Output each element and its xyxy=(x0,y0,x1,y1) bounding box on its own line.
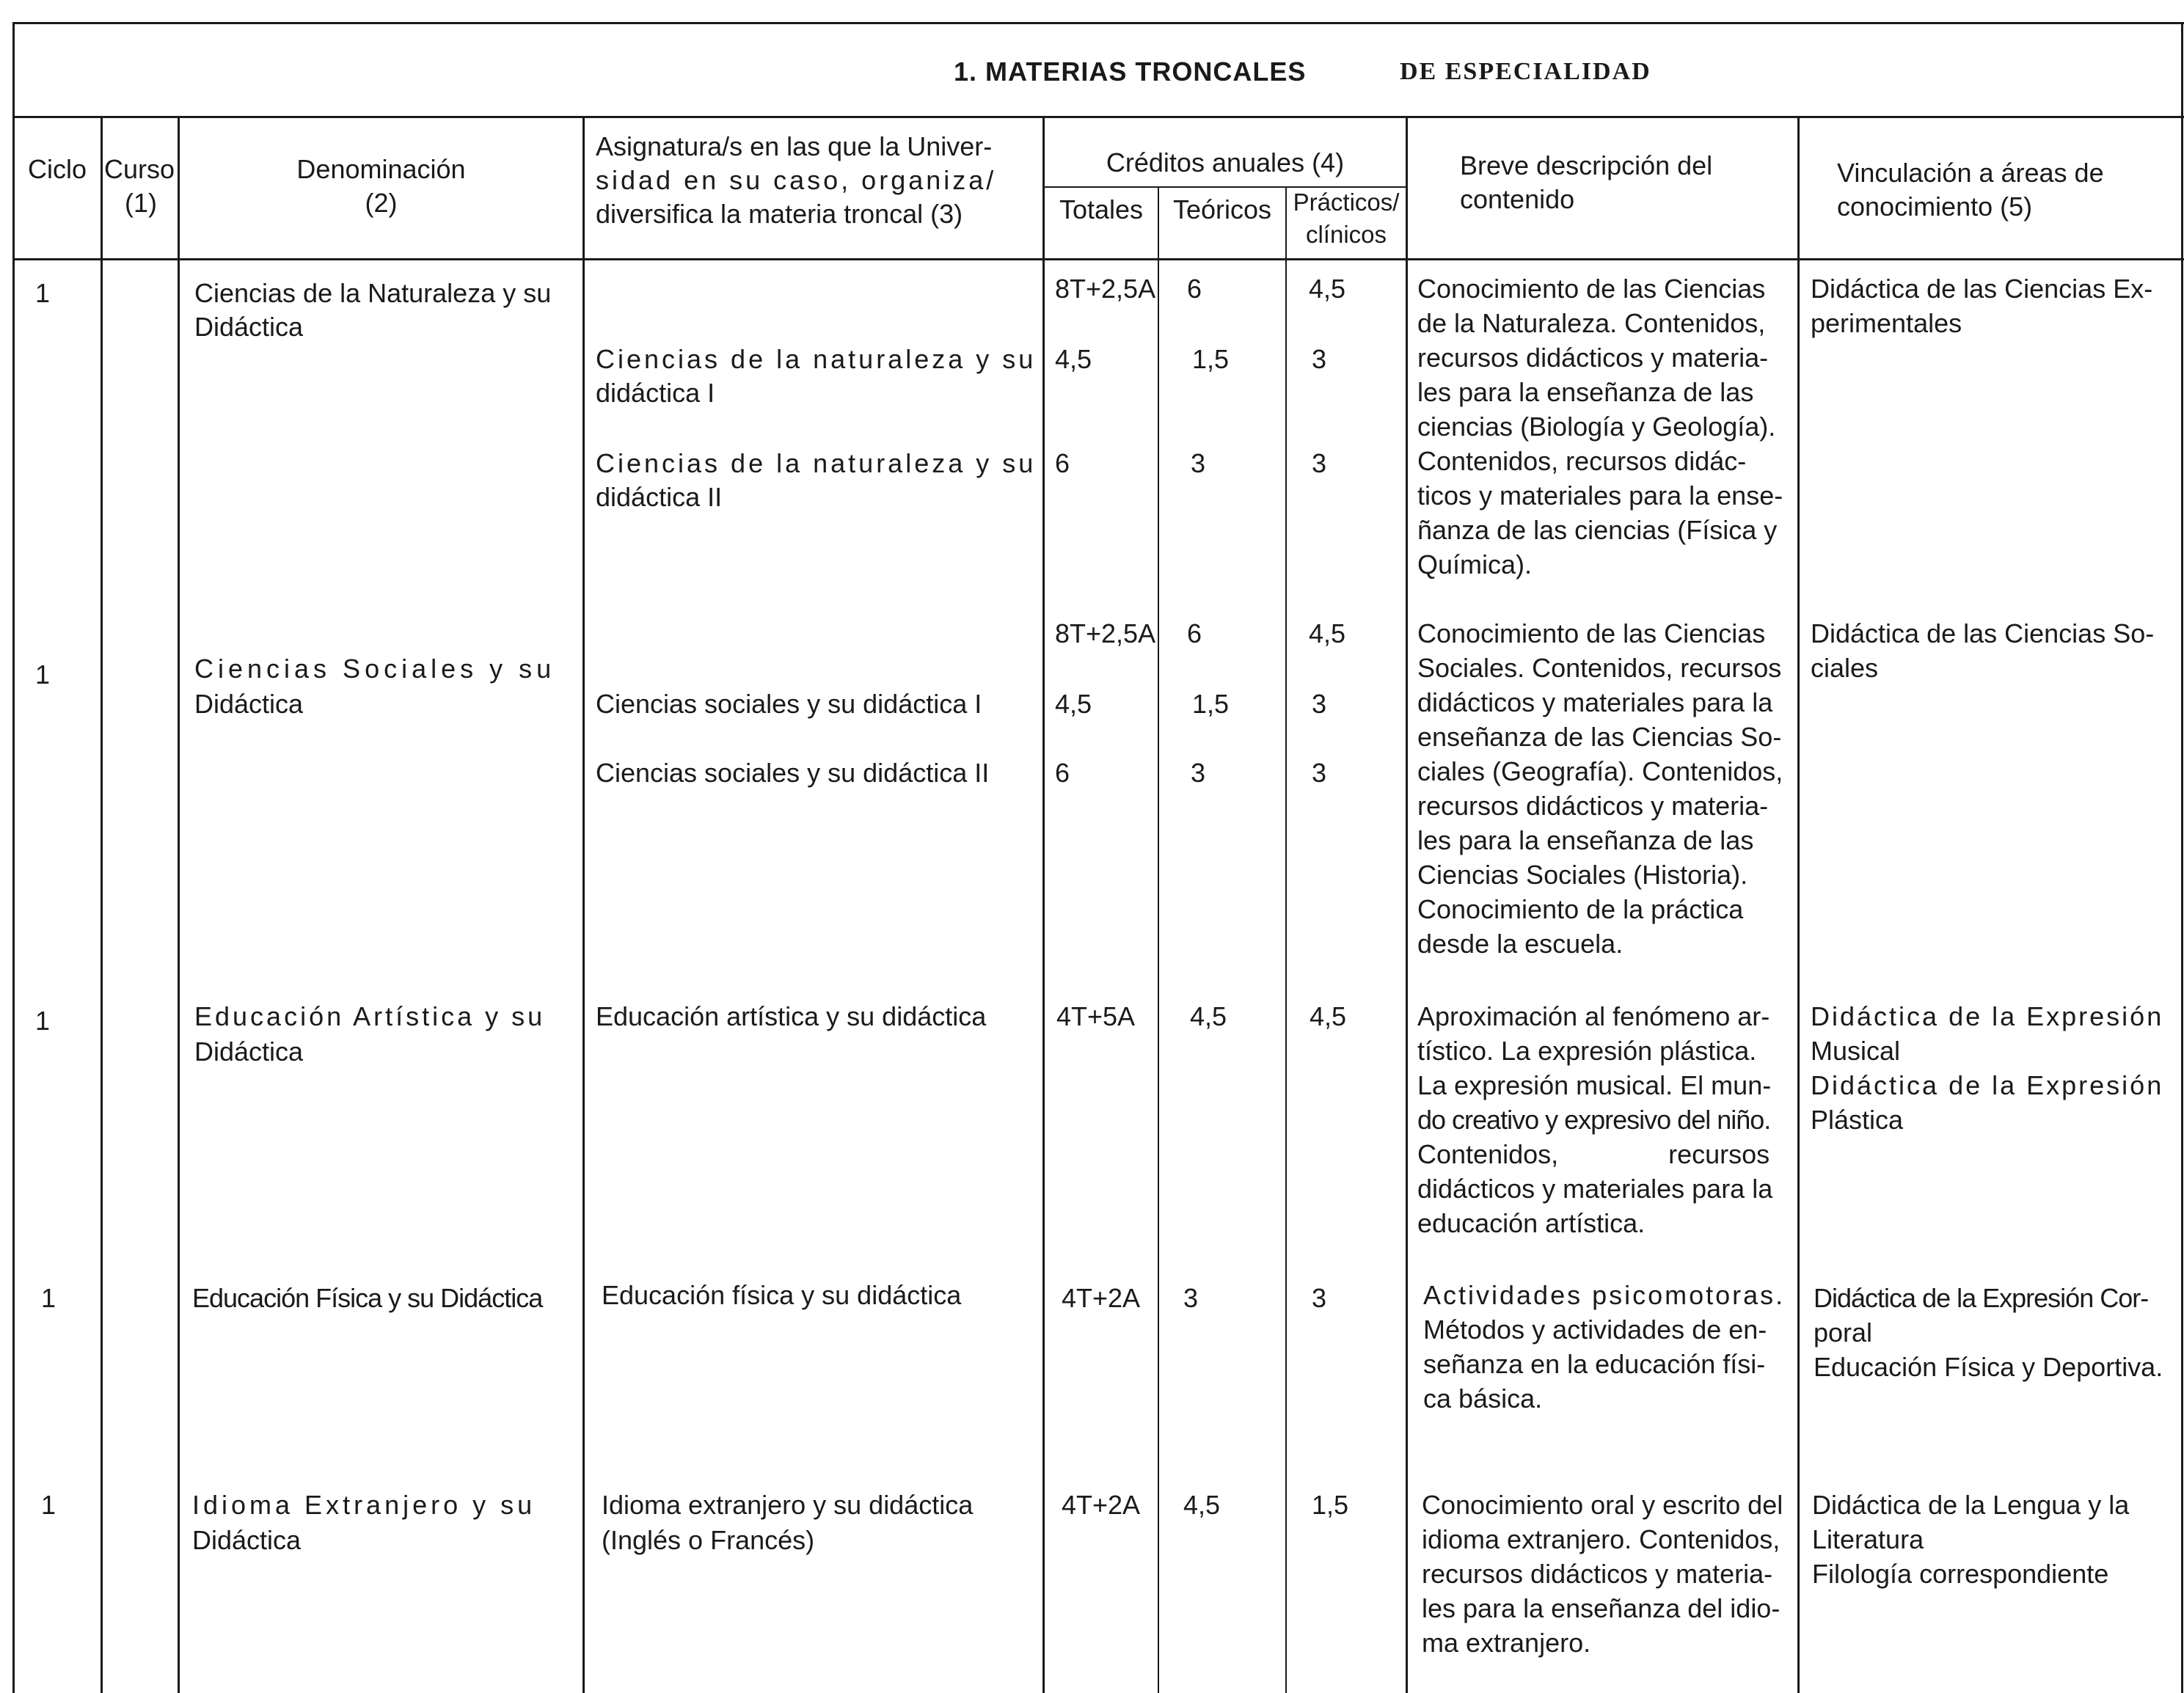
title-separator xyxy=(12,116,2184,118)
vinculacion-line: ciales xyxy=(1811,653,1879,683)
col-line-ciclo xyxy=(101,116,103,1693)
ciclo-value: 1 xyxy=(35,1006,51,1036)
descripcion-line: les para la enseñanza de las xyxy=(1417,377,1754,407)
descripcion-line: Conocimiento de la práctica xyxy=(1417,894,1744,924)
descripcion-line: Métodos y actividades de en- xyxy=(1423,1314,1767,1345)
subject-name: Educación artística y su didáctica xyxy=(596,1001,987,1031)
denominacion-line: Didáctica xyxy=(194,312,304,342)
teoricos-value: 6 xyxy=(1187,274,1202,304)
denominacion-line: Ciencias de la Naturaleza y su xyxy=(194,278,552,308)
descripcion-line: ciencias (Biología y Geología). xyxy=(1417,412,1776,442)
subject-name: Ciencias de la naturaleza y su xyxy=(596,448,1037,478)
totales-value: 4,5 xyxy=(1055,689,1092,719)
vinculacion-line: Didáctica de la Expresión xyxy=(1811,1001,2164,1031)
vinculacion-line: Plástica xyxy=(1811,1105,1904,1135)
col-line-descripcion xyxy=(1797,116,1800,1693)
header-asignaturas-1: Asignatura/s en las que la Univer- xyxy=(596,131,993,161)
descripcion-line: les para la enseñanza de las xyxy=(1417,825,1754,855)
header-denominacion: Denominación xyxy=(296,154,466,184)
vinculacion-line: Didáctica de la Expresión xyxy=(1811,1070,2164,1100)
descripcion-line: educación artística. xyxy=(1417,1208,1646,1238)
teoricos-value: 4,5 xyxy=(1183,1490,1221,1520)
denominacion-line: Didáctica xyxy=(192,1525,302,1555)
header-practicos-1: Prácticos/ xyxy=(1293,189,1400,216)
vinculacion-line: Literatura xyxy=(1812,1524,1924,1554)
subject-name: Idioma extranjero y su didáctica xyxy=(602,1490,974,1520)
descripcion-line: señanza en la educación físi- xyxy=(1423,1349,1766,1379)
denominacion-line: Educación Física y su Didáctica xyxy=(192,1283,543,1313)
teoricos-value: 3 xyxy=(1191,448,1206,478)
descripcion-line: Contenidos, recursos didác- xyxy=(1417,446,1747,476)
practicos-value: 4,5 xyxy=(1309,618,1346,648)
practicos-value: 3 xyxy=(1312,344,1327,374)
header-teoricos: Teóricos xyxy=(1172,194,1272,224)
descripcion-line: La expresión musical. El mun- xyxy=(1417,1070,1772,1100)
vinculacion-line: Filología correspondiente xyxy=(1812,1559,2109,1589)
teoricos-value: 1,5 xyxy=(1192,344,1230,374)
descripcion-line: ticos y materiales para la ense- xyxy=(1417,480,1783,511)
descripcion-line: tístico. La expresión plástica. xyxy=(1417,1036,1757,1066)
vinculacion-line: perimentales xyxy=(1811,308,1962,338)
teoricos-value: 6 xyxy=(1187,618,1202,648)
table-border-top xyxy=(12,22,2184,24)
practicos-value: 4,5 xyxy=(1310,1001,1347,1031)
subject-name: (Inglés o Francés) xyxy=(602,1525,815,1555)
descripcion-line: Conocimiento oral y escrito del xyxy=(1422,1490,1783,1520)
denominacion-line: Idioma Extranjero y su xyxy=(192,1490,536,1520)
subject-name: Ciencias sociales y su didáctica II xyxy=(596,758,990,788)
table-title: 1. MATERIAS TRONCALES xyxy=(954,56,1307,87)
descripcion-line: do creativo y expresivo del niño. xyxy=(1417,1105,1771,1135)
header-practicos-2: clínicos xyxy=(1305,221,1387,248)
totales-value: 8T+2,5A xyxy=(1055,274,1156,304)
descripcion-line: desde la escuela. xyxy=(1417,929,1624,959)
descripcion-line: enseñanza de las Ciencias So- xyxy=(1417,722,1782,752)
totales-value: 4T+2A xyxy=(1062,1490,1141,1520)
ciclo-value: 1 xyxy=(41,1283,56,1313)
descripcion-line: ñanza de las ciencias (Física y xyxy=(1417,515,1778,545)
col-line-asignaturas xyxy=(1042,116,1045,1693)
descripcion-line: Sociales. Contenidos, recursos xyxy=(1417,653,1782,683)
descripcion-line: ciales (Geografía). Contenidos, xyxy=(1417,756,1783,786)
descripcion-line: Ciencias Sociales (Historia). xyxy=(1417,860,1748,890)
header-asignaturas-3: diversifica la materia troncal (3) xyxy=(596,199,963,229)
header-vinculacion-2: conocimiento (5) xyxy=(1837,191,2033,222)
table-border-right xyxy=(2181,22,2183,1693)
teoricos-value: 3 xyxy=(1191,758,1206,788)
header-vinculacion-1: Vinculación a áreas de xyxy=(1837,158,2104,188)
col-line-teoricos xyxy=(1285,186,1287,1693)
descripcion-line: recursos didácticos y materia- xyxy=(1417,791,1769,821)
descripcion-line: Aproximación al fenómeno ar- xyxy=(1417,1001,1770,1031)
descripcion-line: recursos didácticos y materia- xyxy=(1417,343,1769,373)
practicos-value: 3 xyxy=(1312,689,1327,719)
descripcion-line: ma extranjero. xyxy=(1422,1628,1591,1658)
denominacion-line: Didáctica xyxy=(194,689,304,719)
totales-value: 6 xyxy=(1055,758,1070,788)
header-totales: Totales xyxy=(1059,194,1144,224)
ciclo-value: 1 xyxy=(35,659,51,690)
totales-value: 4,5 xyxy=(1055,344,1092,374)
header-descripcion-1: Breve descripción del xyxy=(1460,150,1713,180)
subject-name: didáctica I xyxy=(596,378,715,408)
table-title-suffix: DE ESPECIALIDAD xyxy=(1400,58,1651,85)
descripcion-line: ca básica. xyxy=(1423,1383,1543,1414)
descripcion-line: Conocimiento de las Ciencias xyxy=(1417,274,1766,304)
subject-name: didáctica II xyxy=(596,482,723,512)
descripcion-line: Conocimiento de las Ciencias xyxy=(1417,618,1766,648)
practicos-value: 3 xyxy=(1312,1283,1327,1313)
vinculacion-line: poral xyxy=(1814,1317,1873,1348)
header-ciclo: Ciclo xyxy=(27,154,87,184)
practicos-value: 1,5 xyxy=(1312,1490,1349,1520)
vinculacion-line: Didáctica de la Expresión Cor- xyxy=(1814,1283,2149,1313)
descripcion-line: les para la enseñanza del idio- xyxy=(1422,1593,1781,1623)
denominacion-line: Educación Artística y su xyxy=(194,1001,546,1031)
totales-value: 6 xyxy=(1055,448,1070,478)
descripcion-line: idioma extranjero. Contenidos, xyxy=(1422,1524,1781,1554)
header-curso-note: (1) xyxy=(125,188,157,218)
descripcion-line: Contenidos, recursos xyxy=(1417,1139,1770,1169)
teoricos-value: 3 xyxy=(1183,1283,1199,1313)
teoricos-value: 1,5 xyxy=(1192,689,1230,719)
descripcion-line: Química). xyxy=(1417,549,1533,579)
header-separator xyxy=(12,258,2184,260)
vinculacion-line: Didáctica de las Ciencias Ex- xyxy=(1811,274,2153,304)
ciclo-value: 1 xyxy=(41,1490,56,1520)
descripcion-line: de la Naturaleza. Contenidos, xyxy=(1417,308,1766,338)
col-line-totales xyxy=(1158,186,1159,1693)
totales-value: 4T+5A xyxy=(1056,1001,1136,1031)
practicos-value: 4,5 xyxy=(1309,274,1346,304)
totales-value: 4T+2A xyxy=(1062,1283,1141,1313)
practicos-value: 3 xyxy=(1312,448,1327,478)
subject-name: Ciencias sociales y su didáctica I xyxy=(596,689,982,719)
practicos-value: 3 xyxy=(1312,758,1327,788)
totales-value: 8T+2,5A xyxy=(1055,618,1156,648)
header-asignaturas-2: sidad en su caso, organiza/ xyxy=(596,165,997,195)
ciclo-value: 1 xyxy=(35,278,51,308)
header-descripcion-2: contenido xyxy=(1460,184,1575,214)
denominacion-line: Didáctica xyxy=(194,1036,304,1067)
vinculacion-line: Didáctica de las Ciencias So- xyxy=(1811,618,2155,648)
vinculacion-line: Didáctica de la Lengua y la xyxy=(1812,1490,2130,1520)
vinculacion-line: Educación Física y Deportiva. xyxy=(1814,1352,2163,1382)
subject-name: Ciencias de la naturaleza y su xyxy=(596,344,1037,374)
descripcion-line: recursos didácticos y materia- xyxy=(1422,1559,1773,1589)
header-creditos: Créditos anuales (4) xyxy=(1106,147,1345,178)
subject-name: Educación física y su didáctica xyxy=(602,1280,962,1310)
vinculacion-line: Musical xyxy=(1811,1036,1901,1066)
descripcion-line: didácticos y materiales para la xyxy=(1417,1174,1773,1204)
col-line-practicos xyxy=(1406,116,1408,1693)
denominacion-line: Ciencias Sociales y su xyxy=(194,654,556,684)
descripcion-line: Actividades psicomotoras. xyxy=(1423,1280,1786,1310)
header-denominacion-note: (2) xyxy=(365,188,398,218)
teoricos-value: 4,5 xyxy=(1190,1001,1227,1031)
descripcion-line: didácticos y materiales para la xyxy=(1417,687,1773,717)
table-border-left xyxy=(12,22,15,1693)
header-curso: Curso xyxy=(103,154,175,184)
col-line-curso xyxy=(178,116,180,1693)
col-line-denominacion xyxy=(582,116,585,1693)
